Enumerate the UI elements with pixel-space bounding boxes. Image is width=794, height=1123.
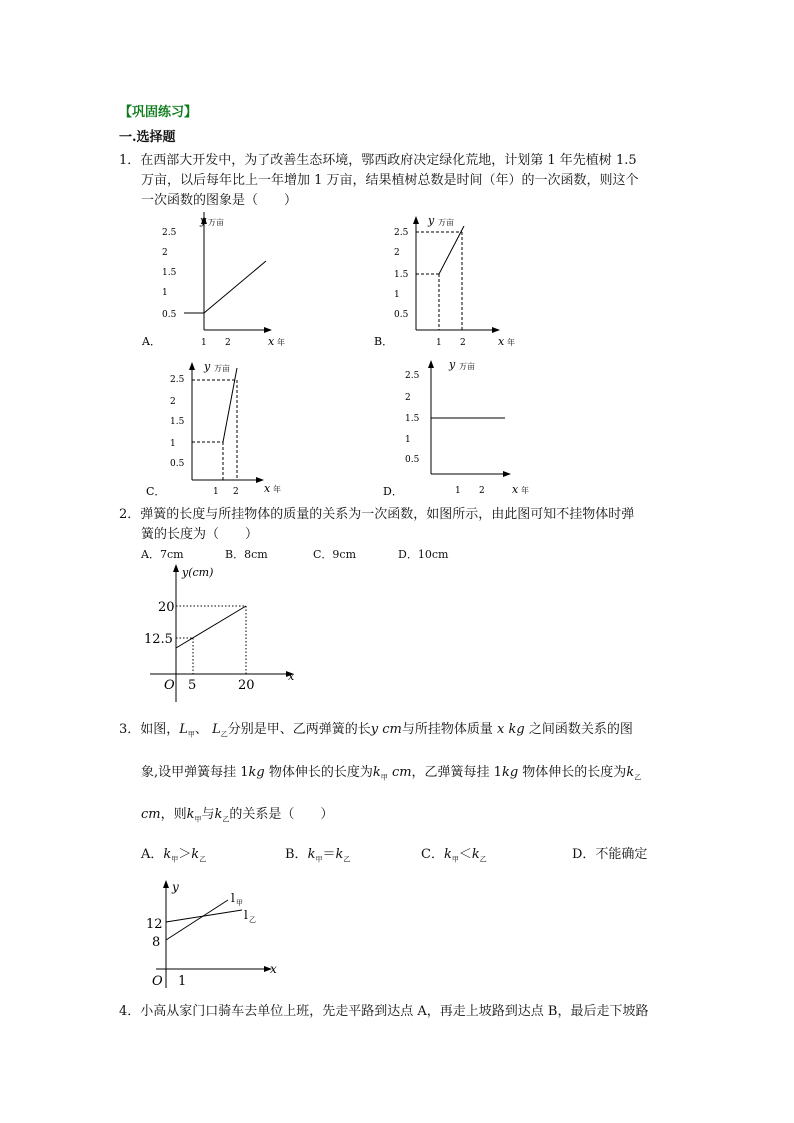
graph-line xyxy=(176,606,246,648)
q1-graph-d xyxy=(381,360,541,500)
line-yi xyxy=(166,910,242,922)
graph-line xyxy=(439,226,464,274)
q1-graph-c xyxy=(140,360,300,500)
x-unit: 年 xyxy=(507,338,515,347)
x-label: x xyxy=(264,482,271,495)
option-a-label: A． xyxy=(142,335,161,348)
y-tick: 2.5 xyxy=(162,228,177,238)
x-tick: 1 xyxy=(201,338,207,348)
y-tick: 2 xyxy=(162,248,168,258)
x-label: x xyxy=(498,335,505,348)
q3-choice-d: D．不能确定 xyxy=(572,847,648,862)
graph-line xyxy=(223,368,237,442)
section-title: 【巩固练习】 xyxy=(119,105,198,120)
y-label: y xyxy=(172,880,179,894)
x-tick: 2 xyxy=(460,338,466,348)
q3-graph xyxy=(140,878,290,990)
y-tick: 12 xyxy=(146,917,163,932)
x-unit: 年 xyxy=(521,486,529,495)
y-unit: 万亩 xyxy=(214,364,230,373)
y-axis-arrow xyxy=(428,360,434,368)
y-label: y xyxy=(204,360,211,373)
q4-line-1: 4．小高从家门口骑车去单位上班，先走平路到达点 A，再走上坡路到达点 B，最后走下坡路 xyxy=(119,1004,649,1019)
y-label: y xyxy=(428,214,435,227)
y-label: y(cm) xyxy=(182,566,214,579)
option-c-label: C． xyxy=(146,485,166,498)
line-jia xyxy=(166,900,228,940)
q1-line-2: 万亩，以后每年比上一年增加 1 万亩，结果植树总数是时间（年）的一次函数，则这个 xyxy=(141,173,639,188)
y-unit: 万亩 xyxy=(438,218,454,227)
y-tick: 2 xyxy=(405,393,411,403)
y-axis-arrow xyxy=(163,880,169,888)
q3-choice-b: B．$k_甲=k_乙$ xyxy=(285,847,351,864)
x-tick: 2 xyxy=(233,487,239,497)
q1-graph-b xyxy=(372,212,532,352)
x-unit: 年 xyxy=(277,338,285,347)
q1-line-1: 1．在西部大开发中，为了改善生态环境，鄂西政府决定绿化荒地，计划第 1 年先植树 1.5 xyxy=(119,153,637,168)
x-unit: 年 xyxy=(273,485,281,494)
y-tick: 12.5 xyxy=(144,632,173,647)
y-tick: 1.5 xyxy=(162,268,177,278)
y-tick: 1 xyxy=(405,435,411,445)
line-jia-sub: 甲 xyxy=(236,899,243,907)
y-tick: 1 xyxy=(162,288,168,298)
q2-choice-b: B．8cm xyxy=(225,548,268,561)
q2-choice-a: A．7cm xyxy=(141,548,184,561)
origin-label: O xyxy=(164,678,175,693)
x-label: x xyxy=(288,670,295,683)
y-tick: 2 xyxy=(394,248,400,258)
line-yi-label: l xyxy=(244,908,248,922)
q3-line-2: 象,设甲弹簧每挂 1kg 物体伸长的长度为$k_甲$ cm，乙弹簧每挂 1kg 物体伸长的长度为$k_乙$ xyxy=(141,765,642,782)
x-tick: 2 xyxy=(479,486,485,496)
y-tick: 2 xyxy=(170,397,176,407)
x-axis-arrow xyxy=(264,327,272,333)
y-axis-arrow xyxy=(189,362,195,370)
x-tick: 5 xyxy=(188,678,197,693)
q2-line-2: 簧的长度为（ ） xyxy=(141,527,259,542)
y-tick: 0.5 xyxy=(170,459,185,469)
x-tick: 20 xyxy=(238,678,255,693)
y-tick: 2.5 xyxy=(394,228,409,238)
y-label: y xyxy=(200,214,207,227)
q3-line-3: cm，则$k_甲$与$k_乙$的关系是（ ） xyxy=(141,807,334,824)
option-b-label: B． xyxy=(374,335,394,348)
y-tick: 0.5 xyxy=(162,310,177,320)
x-label: x xyxy=(270,962,277,976)
x-tick: 1 xyxy=(178,974,187,989)
q3-line-1: 3．如图，$L_甲$、 $L_乙$分别是甲、乙两弹簧的长y cm与所挂物体质量 x kg 之间函数关系的图 xyxy=(119,722,633,739)
y-tick: 1.5 xyxy=(170,417,185,427)
line-jia-label: l xyxy=(231,891,235,905)
section-subtitle: 一.选择题 xyxy=(119,130,176,145)
y-tick: 1.5 xyxy=(405,414,420,424)
q1-graph-a xyxy=(140,212,300,352)
q3-choice-c: C．$k_甲<k_乙$ xyxy=(421,847,487,864)
y-tick: 8 xyxy=(152,935,161,950)
y-unit: 万亩 xyxy=(208,218,224,227)
y-axis-arrow xyxy=(413,216,419,224)
x-label: x xyxy=(512,483,519,496)
q3-choice-a: A．$k_甲>k_乙$ xyxy=(141,847,207,864)
x-axis-arrow xyxy=(492,327,500,333)
graph-line xyxy=(204,261,266,313)
y-tick: 0.5 xyxy=(405,455,420,465)
x-tick: 1 xyxy=(455,486,461,496)
x-tick: 2 xyxy=(225,338,231,348)
y-tick: 0.5 xyxy=(394,310,409,320)
option-d-label: D． xyxy=(383,485,403,498)
y-axis-arrow xyxy=(173,564,179,572)
y-tick: 20 xyxy=(158,600,175,615)
y-tick: 2.5 xyxy=(405,371,420,381)
y-tick: 1.5 xyxy=(394,270,409,280)
line-yi-sub: 乙 xyxy=(249,916,256,924)
x-axis-arrow xyxy=(503,471,511,477)
x-axis-arrow xyxy=(256,477,264,483)
q2-choice-d: D．10cm xyxy=(398,548,449,561)
y-tick: 2.5 xyxy=(170,375,185,385)
q2-line-1: 2．弹簧的长度与所挂物体的质量的关系为一次函数，如图所示，由此图可知不挂物体时弹 xyxy=(119,507,635,522)
q1-line-3: 一次函数的图象是（ ） xyxy=(141,193,298,208)
q2-graph xyxy=(140,562,310,702)
x-tick: 1 xyxy=(213,487,219,497)
origin-label: O xyxy=(152,974,163,989)
q2-choice-c: C．9cm xyxy=(313,548,357,561)
y-tick: 1 xyxy=(394,290,400,300)
x-label: x xyxy=(268,335,275,348)
y-label: y xyxy=(449,358,456,371)
y-tick: 1 xyxy=(170,439,176,449)
x-tick: 1 xyxy=(436,338,442,348)
y-unit: 万亩 xyxy=(459,362,475,371)
